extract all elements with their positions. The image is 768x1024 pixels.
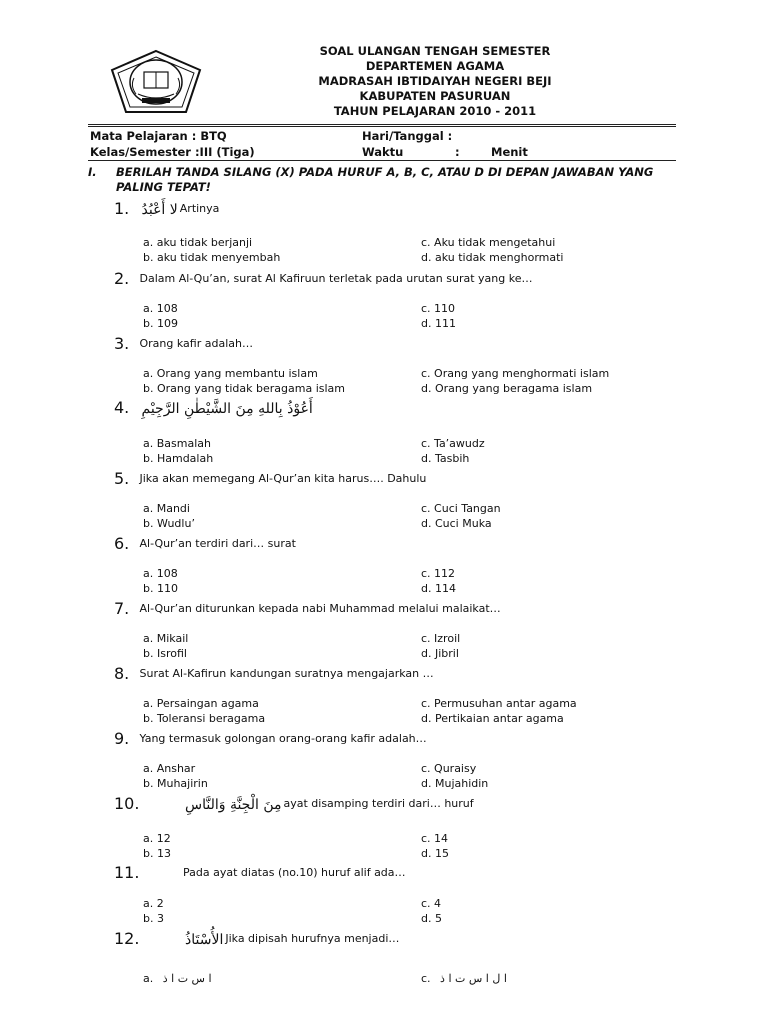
header-divider	[88, 124, 676, 128]
question-2	[114, 269, 532, 288]
option-c[interactable]: c. 4	[421, 897, 442, 910]
option-d[interactable]: d. 111	[421, 317, 456, 330]
question-5	[114, 469, 426, 488]
question-number: 9.	[114, 729, 130, 748]
option-d[interactable]: d. Orang yang beragama islam	[421, 382, 593, 395]
option-c[interactable]: c. Quraisy	[421, 762, 477, 775]
option-a[interactable]: a. 108	[143, 302, 178, 315]
arabic-text: مِنَ الْجِنَّةِ وَالنَّاسِ	[185, 797, 282, 813]
arabic-text: الأُسْتَاذُ	[185, 932, 224, 948]
option-d[interactable]: d. Jibril	[421, 647, 459, 660]
option-b[interactable]: b. Isrofil	[143, 647, 187, 660]
header-regency: KABUPATEN PASURUAN	[359, 89, 511, 103]
question-number: 11.	[114, 863, 140, 882]
option-d[interactable]: d. Tasbih	[421, 452, 470, 465]
option-a[interactable]: a. Anshar	[143, 762, 196, 775]
option-arabic: ا ل ا س ت ا ذ	[440, 972, 507, 985]
info-divider	[88, 160, 676, 161]
option-a[interactable]: a. Mikail	[143, 632, 189, 645]
arabic-text: أَعُوْذُ بِاللهِ مِنَ الشَّيْطٰنِ الرَّجِيْمِ	[141, 401, 313, 417]
option-b[interactable]: b. Hamdalah	[143, 452, 214, 465]
option-d[interactable]: d. Cuci Muka	[421, 517, 492, 530]
question-number: 12.	[114, 929, 140, 948]
option-b[interactable]: b. 110	[143, 582, 178, 595]
option-c[interactable]: c. Orang yang menghormati islam	[421, 367, 610, 380]
option-c[interactable]: c. Cuci Tangan	[421, 502, 501, 515]
question-6	[114, 534, 296, 553]
question-9	[114, 729, 427, 748]
option-b[interactable]: b. Orang yang tidak beragama islam	[143, 382, 345, 395]
madrasah-logo	[108, 48, 204, 116]
question-number: 5.	[114, 469, 130, 488]
day-date-label: Hari/Tanggal :	[362, 129, 453, 143]
question-number: 8.	[114, 664, 130, 683]
option-a[interactable]: a. Basmalah	[143, 437, 211, 450]
option-b[interactable]: b. Muhajirin	[143, 777, 208, 790]
option-d[interactable]: d. 15	[421, 847, 449, 860]
option-d[interactable]: d. Mujahidin	[421, 777, 489, 790]
option-c[interactable]	[421, 972, 507, 985]
option-a[interactable]	[143, 972, 212, 985]
option-a[interactable]: a. 108	[143, 567, 178, 580]
class-label: Kelas/Semester :III (Tiga)	[90, 145, 255, 159]
option-a[interactable]: a. Orang yang membantu islam	[143, 367, 318, 380]
option-a[interactable]: a. 2	[143, 897, 164, 910]
instruction-text: BERILAH TANDA SILANG (X) PADA HURUF A, B, C, ATAU D DI DEPAN JAWABAN YANG PALING TEPAT!	[116, 165, 654, 194]
question-11	[114, 863, 406, 882]
question-text: Al-Qur’an diturunkan kepada nabi Muhammad melalui malaikat…	[139, 602, 501, 615]
question-text: ayat disamping terdiri dari… huruf	[283, 797, 474, 810]
question-text: Surat Al-Kafirun kandungan suratnya mengajarkan …	[139, 667, 434, 680]
question-12	[114, 929, 399, 948]
option-label: c.	[421, 972, 431, 985]
option-c[interactable]: c. 110	[421, 302, 456, 315]
header-school: MADRASAH IBTIDAIYAH NEGERI BEJI	[318, 74, 552, 88]
option-c[interactable]: c. 14	[421, 832, 449, 845]
option-b[interactable]: b. Toleransi beragama	[143, 712, 266, 725]
header-department: DEPARTEMEN AGAMA	[365, 59, 505, 73]
question-8	[114, 664, 434, 683]
section-number: I.	[88, 165, 97, 179]
option-d[interactable]: d. 5	[421, 912, 442, 925]
option-b[interactable]: b. 3	[143, 912, 164, 925]
option-c[interactable]: c. 112	[421, 567, 456, 580]
question-text: Orang kafir adalah…	[139, 337, 253, 350]
question-number: 4.	[114, 398, 130, 417]
question-text: Dalam Al-Qu’an, surat Al Kafiruun terletak pada urutan surat yang ke…	[139, 272, 533, 285]
instruction	[88, 165, 678, 195]
document-header	[240, 44, 630, 119]
option-c[interactable]: c. Aku tidak mengetahui	[421, 236, 556, 249]
question-number: 1.	[114, 199, 130, 218]
question-text: Jika dipisah hurufnya menjadi…	[225, 932, 400, 945]
question-number: 6.	[114, 534, 130, 553]
option-c[interactable]: c. Permusuhan antar agama	[421, 697, 577, 710]
question-text: Artinya	[179, 202, 220, 215]
question-7	[114, 599, 501, 618]
option-a[interactable]: a. 12	[143, 832, 171, 845]
option-b[interactable]: b. aku tidak menyembah	[143, 251, 281, 264]
option-d[interactable]: d. 114	[421, 582, 456, 595]
time-colon: :	[455, 145, 460, 159]
option-b[interactable]: b. 13	[143, 847, 171, 860]
header-title: SOAL ULANGAN TENGAH SEMESTER	[319, 44, 551, 58]
question-number: 3.	[114, 334, 130, 353]
question-3	[114, 334, 253, 353]
option-a[interactable]: a. aku tidak berjanji	[143, 236, 253, 249]
question-number: 2.	[114, 269, 130, 288]
subject-label: Mata Pelajaran : BTQ	[90, 129, 227, 143]
option-c[interactable]: c. Izroil	[421, 632, 461, 645]
option-b[interactable]: b. Wudlu’	[143, 517, 195, 530]
time-label: Waktu	[362, 145, 404, 159]
option-b[interactable]: b. 109	[143, 317, 178, 330]
question-number: 7.	[114, 599, 130, 618]
time-unit: Menit	[491, 145, 528, 159]
arabic-text: لا أَعْبُدُ	[141, 202, 178, 218]
question-4	[114, 398, 315, 417]
option-label: a.	[143, 972, 154, 985]
question-text: Pada ayat diatas (no.10) huruf alif ada…	[183, 866, 406, 879]
question-10	[114, 794, 474, 813]
header-year: TAHUN PELAJARAN 2010 - 2011	[333, 104, 537, 118]
question-text: Yang termasuk golongan orang-orang kafir adalah…	[139, 732, 427, 745]
question-number: 10.	[114, 794, 140, 813]
question-1	[114, 199, 219, 218]
question-text: Al-Qur’an terdiri dari… surat	[139, 537, 296, 550]
option-a[interactable]: a. Mandi	[143, 502, 190, 515]
option-c[interactable]: c. Ta’awudz	[421, 437, 485, 450]
option-a[interactable]: a. Persaingan agama	[143, 697, 259, 710]
option-d[interactable]: d. aku tidak menghormati	[421, 251, 564, 264]
option-arabic: ا س ت ا ذ	[162, 972, 212, 985]
question-text: Jika akan memegang Al-Qur’an kita harus…. Dahulu	[139, 472, 427, 485]
option-d[interactable]: d. Pertikaian antar agama	[421, 712, 564, 725]
